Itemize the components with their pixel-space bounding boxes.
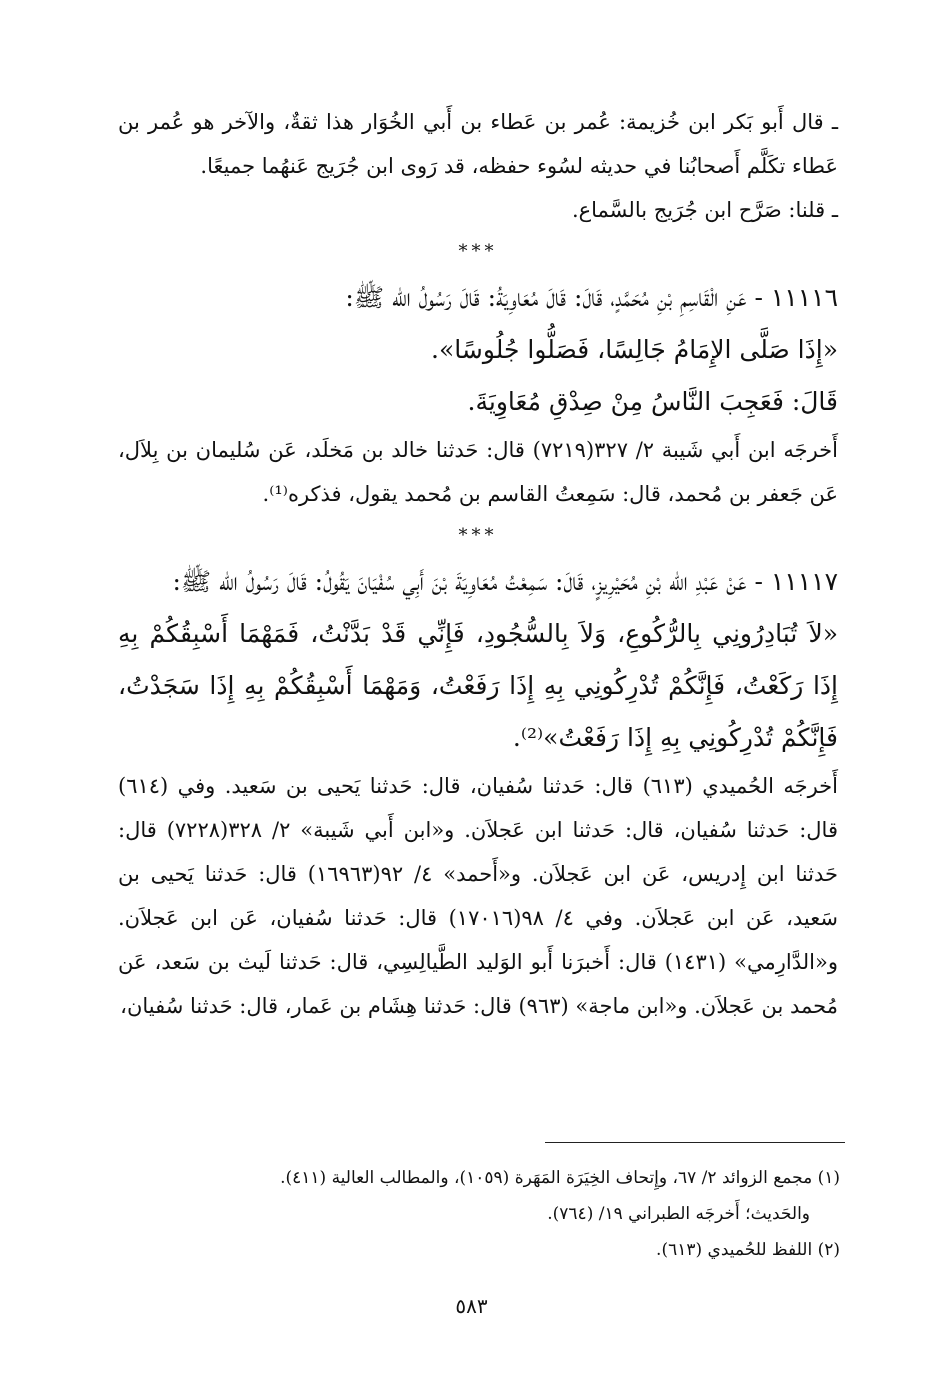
page-number: ٥٨٣: [455, 1294, 488, 1318]
section-separator: ***: [458, 241, 498, 262]
ibn-khuzaymah-paragraph: ـ قال أَبو بَكر ابن خُزيمة: عُمر بن عَطاء بن أَبي الخُوَار هذا ثقةٌ، والآخر هو عُمر بن عَطاء تكَلَّم أَصحابُنا في حديثه لسُوء حفظه، قد رَوى ابن جُرَيج عَنهُما جميعًا.: [118, 110, 838, 178]
main-text: [118, 100, 838, 1028]
hadith-11117-takhrij: أَخرجَه الحُميدي (٦١٣) قال: حَدثنا سُفيان، قال: حَدثنا يَحيى بن سَعيد. وفي (٦١٤) قال: حَدثنا سُفيان، قال: حَدثنا ابن عَجلاَن. و«ابن أَبي شَيبة» ٢/ ٣٢٨(٧٢٢٨) قال: حَدثنا ابن إِدريس، عَن ابن عَجلاَن. و«أَحمد» ٤/ ٩٢(١٦٩٦٣) قال: حَدثنا يَحيى بن سَعيد، عَن ابن عَجلاَن. وفي ٤/ ٩٨(١٧٠١٦) قال: حَدثنا سُفيان، عَن ابن عَجلاَن. و«الدَّارِمي» (١٤٣١) قال: أَخبرَنا أَبو الوَليد الطَّيالِسِي، قال: حَدثنا لَيث بن سَعد، عَن مُحمد بن عَجلاَن. و«ابن ماجة» (٩٦٣) قال: حَدثنا هِشَام بن عَمار، قال: حَدثنا سُفيان،: [118, 774, 838, 1018]
hadith-11116-isnad: ١١١١٦ - عَنِ الْقَاسِمِ بْنِ مُحَمَّدٍ، قَالَ: قَالَ مُعَاوِيَةُ: قَالَ رَسُولُ الله ﷺ:: [345, 283, 838, 312]
footnote-2: (٢) اللفظ للحُميدي (٦١٣).: [656, 1240, 840, 1260]
hadith-11117-isnad: ١١١١٧ - عَنْ عَبْدِ الله بْنِ مُحَيْرِيزٍ، قَالَ: سَمِعْتُ مُعَاوِيَةَ بْنَ أَبِي سُفْيَانَ يَقُولُ: قَالَ رَسُولُ الله ﷺ:: [172, 567, 838, 596]
hadith-11116-comment: قَالَ: فَعَجِبَ النَّاسُ مِنْ صِدْقِ مُعَاوِيَةَ.: [467, 387, 838, 416]
editor-note-paragraph: ـ قلنا: صَرَّح ابن جُرَيج بالسَّماع.: [571, 198, 838, 222]
footnotes: [150, 1160, 840, 1268]
footnote-1: (١) مجمع الزوائد ٢/ ٦٧، وإِتحاف الخِيَرَة المَهَرة (١٠٥٩)، والمطالب العالية (٤١١).: [280, 1168, 840, 1188]
hadith-11116-matn: «إِذَا صَلَّى الإِمَامُ جَالِسًا، فَصَلُّوا جُلُوسًا».: [431, 335, 838, 364]
hadith-11117-matn: «لاَ تُبَادِرُونِي بِالرُّكُوعِ، وَلاَ بِالسُّجُودِ، فَإِنِّي قَدْ بَدَّنْتُ، فَمَهْمَا أَسْبِقُكُمْ بِهِ إِذَا رَكَعْتُ، فَإِنَّكُمْ تُدْرِكُونِي بِهِ إِذَا رَفَعْتُ، وَمَهْمَا أَسْبِقُكُمْ بِهِ إِذَا سَجَدْتُ، فَإِنَّكُمْ تُدْرِكُونِي بِهِ إِذَا رَفَعْتُ»⁽²⁾.: [118, 619, 838, 752]
section-separator: ***: [458, 525, 498, 546]
footnote-1-continuation: والحَديث؛ أَخرجَه الطبراني ١٩/ (٧٦٤).: [547, 1204, 810, 1224]
footnote-divider: [545, 1142, 845, 1143]
hadith-11116-takhrij: أَخرجَه ابن أَبي شَيبة ٢/ ٣٢٧(٧٢١٩) قال: حَدثنا خالد بن مَخلَد، عَن سُليمان بن بِلاَل، عَن جَعفر بن مُحمد، قال: سَمِعتُ القاسم بن مُحمد يقول، فذكره⁽¹⁾.: [118, 438, 838, 506]
